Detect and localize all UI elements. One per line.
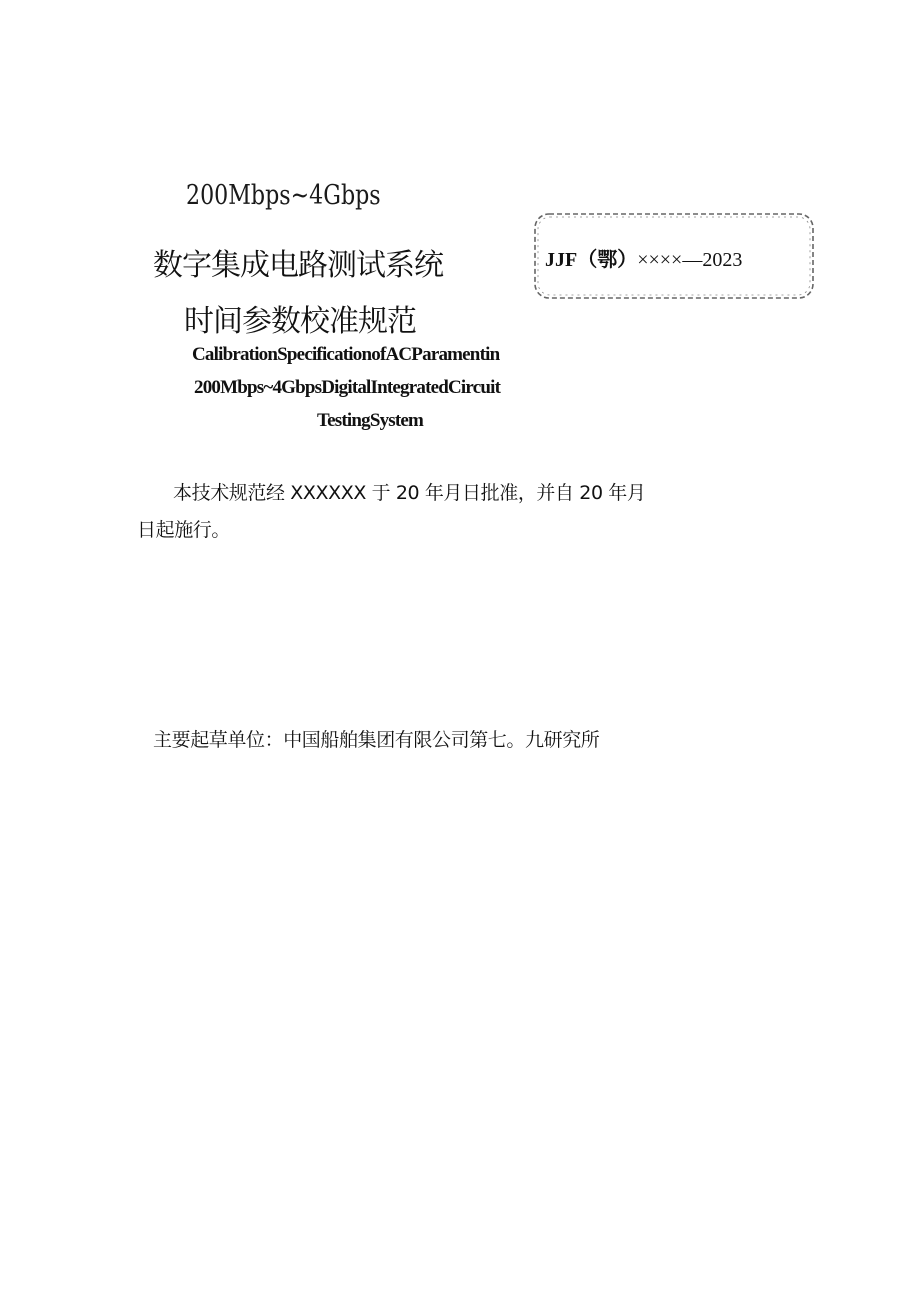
title-cn-line2: 时间参数校准规范: [184, 304, 416, 339]
standard-code-badge: [531, 210, 817, 302]
standard-code: [545, 243, 742, 272]
standard-code-number: ××××—2023: [637, 249, 743, 271]
approval-text-line1: 本技术规范经 XXXXXX 于 20 年月日批准，并自 20 年月: [173, 482, 646, 504]
drafting-unit: 主要起草单位：中国船舶集团有限公司第七。九研究所: [153, 729, 600, 751]
title-cn-line1: 数字集成电路测试系统: [153, 248, 443, 283]
approval-text-line2: 日起施行。: [137, 519, 231, 541]
subtitle-en-line3: TestingSystem: [317, 410, 424, 431]
standard-code-prefix: JJF（鄂）: [545, 249, 638, 271]
subtitle-en-line1: CalibrationSpecificationofACParamentin: [192, 344, 500, 365]
subtitle-en-line2: 200Mbps~4GbpsDigitalIntegratedCircuit: [194, 377, 501, 398]
title-en-top: 200Mbps~4Gbps: [186, 180, 381, 211]
